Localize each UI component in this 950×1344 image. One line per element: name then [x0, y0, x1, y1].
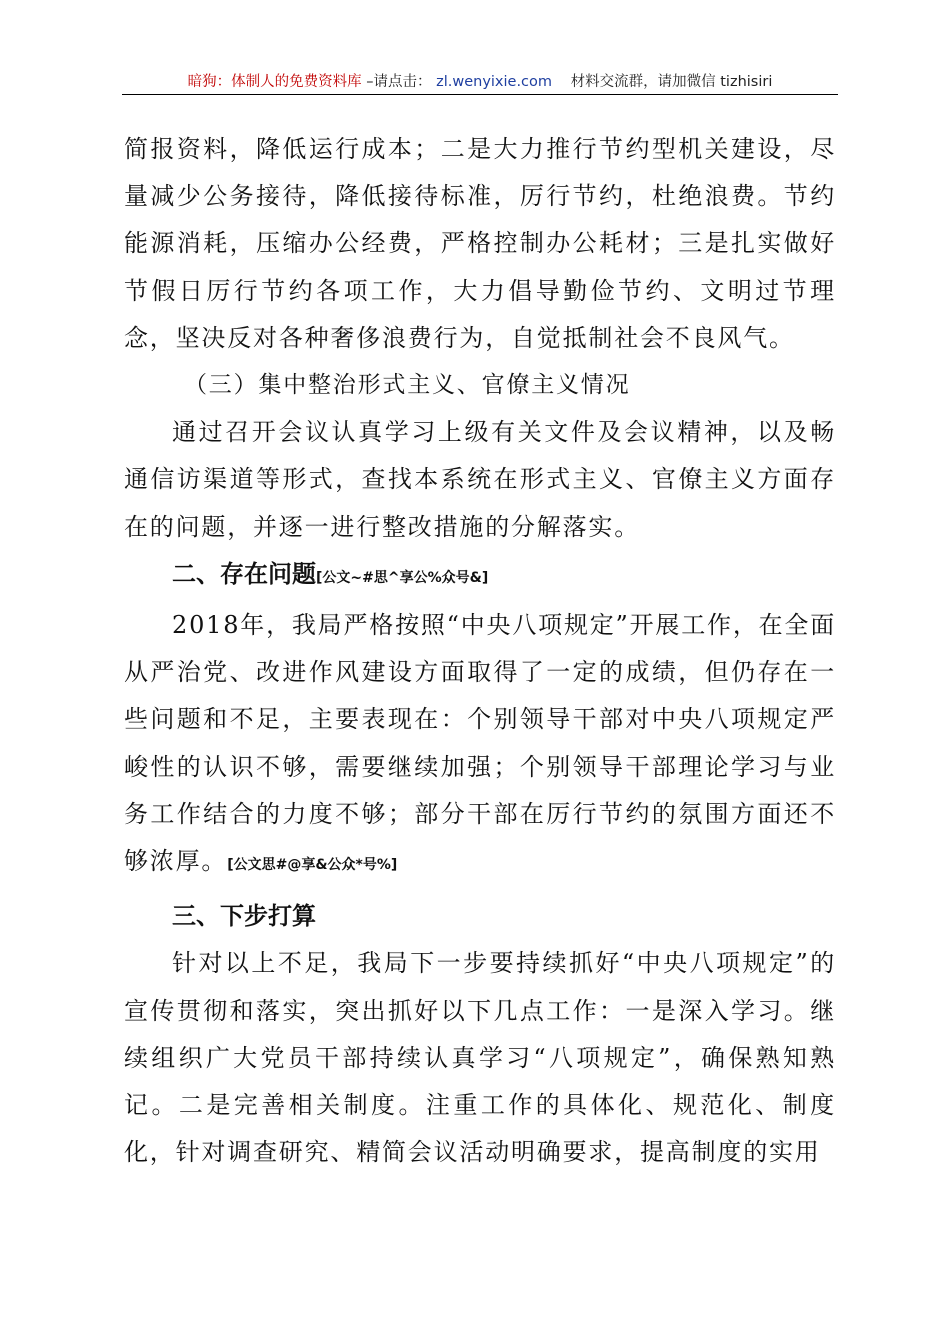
document-body	[124, 126, 836, 1176]
heading-next-steps: 三、下步打算	[172, 902, 316, 931]
click-prefix: –请点击：	[366, 74, 432, 90]
heading-problems	[124, 551, 836, 602]
paragraph-1: 简报资料，降低运行成本；二是大力推行节约型机关建设，尽量减少公务接待，降低接待标准，厉行节约，杜绝浪费。节约能源消耗，压缩办公经费，严格控制办公耗材；三是扎实做好节假日厉行节约各项工作，大力倡导勤俭节约、文明过节理念，坚决反对各种奢侈浪费行为，自觉抵制社会不良风气。	[124, 135, 836, 352]
paragraph-3	[124, 602, 836, 889]
site-name: 暗狗：体制人的免费资料库	[187, 74, 362, 90]
paragraph-3-text: 2018年，我局严格按照“中央八项规定”开展工作，在全面从严治党、改进作风建设方面取得了一定的成绩，但仍存在一些问题和不足，主要表现在：个别领导干部对中央八项规定严峻性的认识不够，需要继续加强；个别领导干部理论学习与业务工作结合的力度不够；部分干部在厉行节约的氛围方面还不够浓厚。	[124, 611, 837, 876]
header-divider	[122, 94, 838, 95]
subheading-three: （三）集中整治形式主义、官僚主义情况	[184, 372, 631, 399]
heading-problems-text: 二、存在问题	[172, 559, 316, 588]
page-header	[122, 70, 838, 91]
heading-problems-mark: [公文~#思^享公%众号&]	[316, 569, 489, 586]
site-url-link[interactable]: zl.wenyixie.com	[436, 74, 553, 90]
paragraph-2: 通过召开会议认真学习上级有关文件及会议精神，以及畅通信访渠道等形式，查找本系统在形式主义、官僚主义方面存在的问题，并逐一进行整改措施的分解落实。	[124, 418, 836, 541]
wechat-contact: 材料交流群，请加微信 tizhisiri	[570, 74, 773, 90]
paragraph-3-mark: [公文思#@享&公众*号%]	[227, 857, 398, 874]
paragraph-4: 针对以上不足，我局下一步要持续抓好“中央八项规定”的宣传贯彻和落实，突出抓好以下几点工作：一是深入学习。继续组织广大党员干部持续认真学习“八项规定”，确保熟知熟记。二是完善相关制度。注重工作的具体化、规范化、制度化，针对调查研究、精简会议活动明确要求，提高制度的实用	[124, 949, 836, 1167]
